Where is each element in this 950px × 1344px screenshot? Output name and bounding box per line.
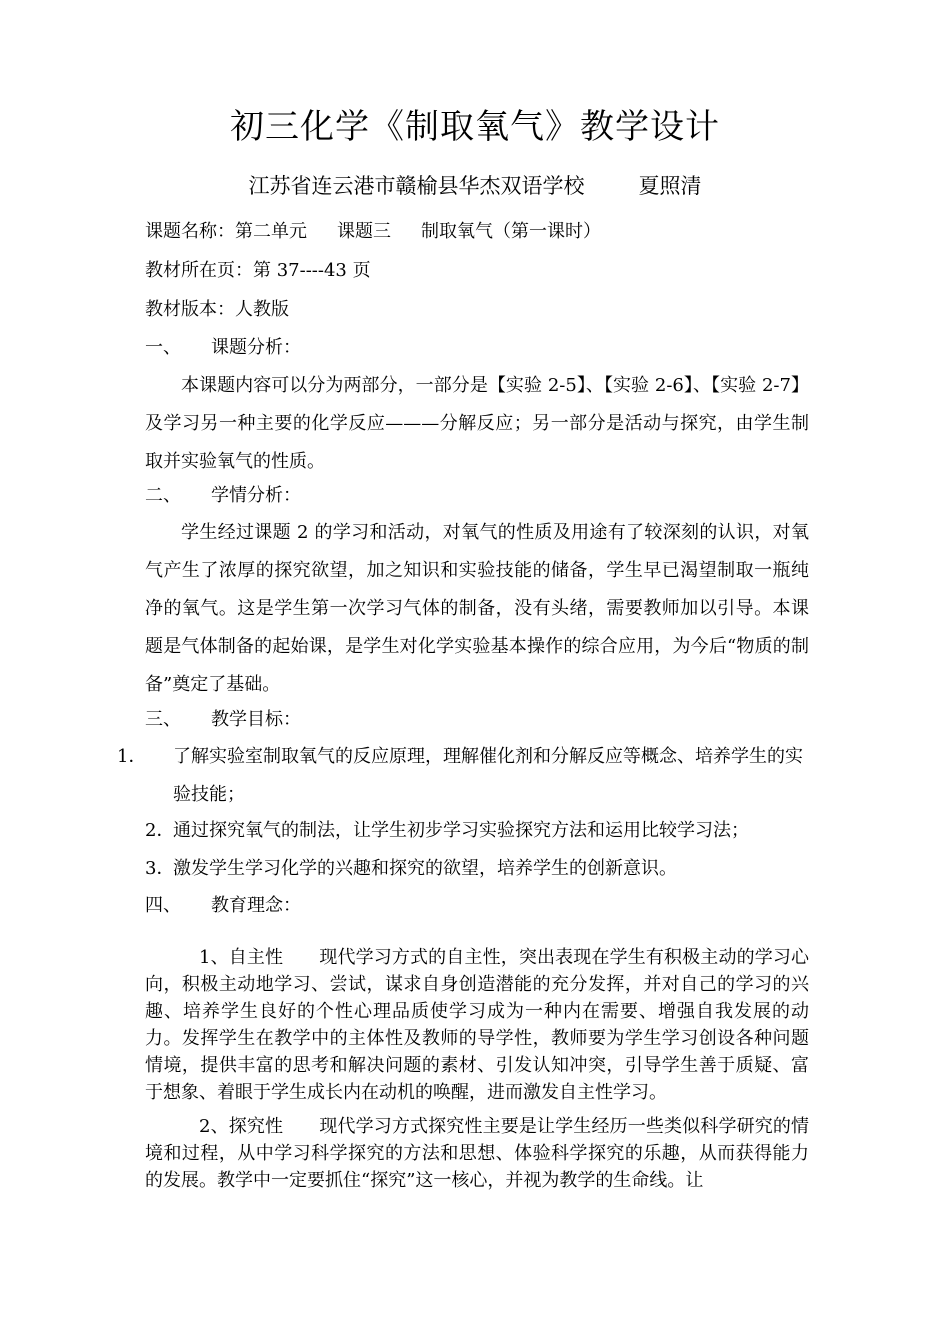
document-title: 初三化学《制取氧气》教学设计: [230, 107, 720, 147]
info-label: 教材所在页：: [145, 260, 253, 281]
student-analysis-paragraph: 学生经过课题 2 的学习和活动，对氧气的性质及用途有了较深刻的认识，对氧气产生了浓厚的探究欲望，加之知识和实验技能的储备，学生早已渴望制取一瓶纯净的氧气。这是学生第一次学习气体的制备，没有头绪，需要教师加以引导。本课题是气体制备的起始课，是学生对化学实验基本操作的综合应用，为今后“物质的制备”奠定了基础。: [145, 522, 809, 695]
info-value: 第二单元: [235, 221, 307, 242]
author-line: [0, 170, 950, 202]
section-number: 一、: [145, 337, 181, 358]
info-value: 人教版: [235, 299, 289, 320]
section-number: 四、: [145, 895, 181, 916]
school-name: 江苏省连云港市赣榆县华杰双语学校: [248, 174, 585, 198]
info-value: 课题三: [337, 221, 391, 242]
section-heading-1: [145, 334, 809, 362]
info-value: 制取氧气（第一课时）: [421, 221, 601, 242]
info-topic: [145, 218, 809, 246]
analysis-paragraph: 本课题内容可以分为两部分，一部分是【实验 2-5】、【实验 2-6】、【实验 2-7】及学习另一种主要的化学反应———分解反应；另一部分是活动与探究，由学生制取并实验氧气的性质。: [145, 375, 809, 472]
section-number: 二、: [145, 485, 181, 506]
author-name: 夏照清: [638, 174, 702, 198]
philosophy-heading: 1、自主性: [199, 947, 284, 968]
info-edition: [145, 296, 809, 324]
goal-text: 通过探究氧气的制法，让学生初步学习实验探究方法和运用比较学习法；: [173, 820, 749, 841]
goal-number: 3．: [145, 858, 175, 879]
info-value: 第 37----43 页: [253, 260, 371, 281]
goal-text: 了解实验室制取氧气的反应原理，理解催化剂和分解反应等概念、培养学生的实验技能；: [173, 746, 803, 805]
section-title: 学情分析：: [211, 485, 301, 506]
info-pages: [145, 257, 809, 285]
section-title: 教育理念：: [211, 895, 301, 916]
philosophy-text: 现代学习方式探究性主要是让学生经历一些类似科学研究的情境和过程，从中学习科学探究的方法和思想、体验科学探究的乐趣，从而获得能力的发展。教学中一定要抓住“探究”这一核心，并视为教学的生命线。让: [145, 1116, 810, 1191]
section-heading-2: [145, 482, 809, 510]
section-heading-4: [145, 892, 809, 920]
goal-text: 激发学生学习化学的兴趣和探究的欲望，培养学生的创新意识。: [173, 858, 677, 879]
goal-item-1: [117, 738, 809, 814]
section-number: 三、: [145, 709, 181, 730]
philosophy-paragraph-1: [145, 944, 809, 1106]
section-title: 课题分析：: [211, 337, 301, 358]
info-label: 教材版本：: [145, 299, 235, 320]
section-title: 教学目标：: [211, 709, 301, 730]
philosophy-text: 现代学习方式的自主性，突出表现在学生有积极主动的学习心向，积极主动地学习、尝试，谋求自身创造潜能的充分发挥，并对自己的学习的兴趣、培养学生良好的个性心理品质使学习成为一种内在需要、增强自我发展的动力。发挥学生在教学中的主体性及教师的导学性，教师要为学生学习创设各种问题情境，提供丰富的思考和解决问题的素材、引发认知冲突，引导学生善于质疑、富于想象、着眼于学生成长内在动机的唤醒，进而激发自主性学习。: [145, 947, 810, 1103]
goal-item-3: [145, 850, 809, 888]
info-label: 课题名称：: [145, 221, 235, 242]
goal-item-2: [145, 812, 809, 850]
goal-number: 2．: [145, 820, 175, 841]
philosophy-heading: 2、探究性: [199, 1116, 284, 1137]
section-heading-3: [145, 706, 809, 734]
philosophy-paragraph-2: [145, 1113, 809, 1194]
goal-number: 1．: [117, 746, 147, 767]
